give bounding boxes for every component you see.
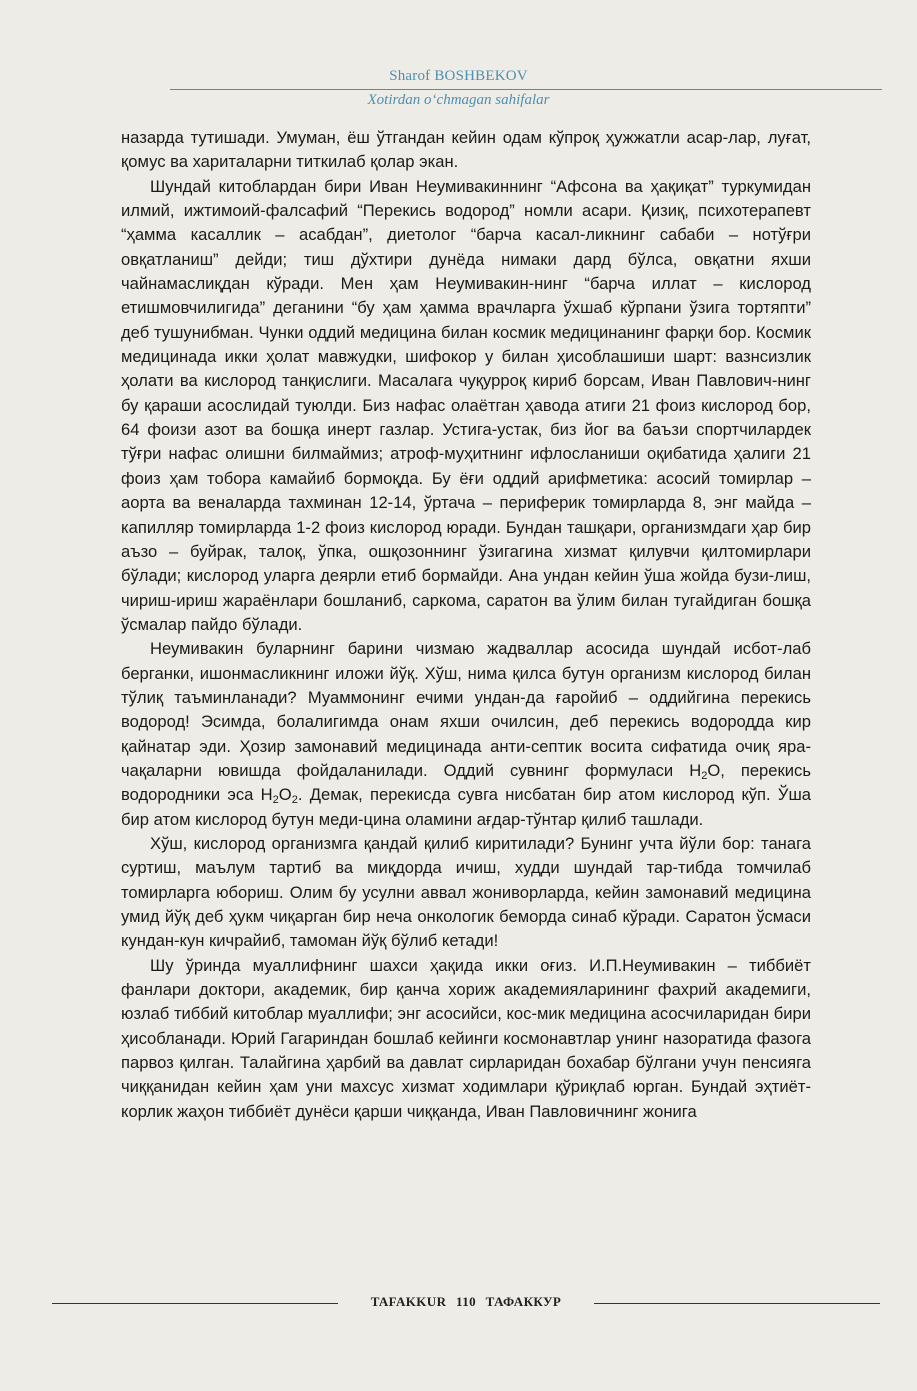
header-rule bbox=[170, 89, 882, 90]
paragraph-3-text-c: О bbox=[278, 785, 292, 805]
subscript: 2 bbox=[291, 794, 298, 807]
paragraph-2: Шундай китоблардан бири Иван Неумивакиннинг “Афсона ва ҳақиқат” туркумидан илмий, ижтимоий-фалсафий “Перекись водород” номли асари. Қизиқ, психотерапевт “ҳамма касаллик – асабдан”, диетолог “барча касал-ликнинг сабаби – нотўғри овқатланиш” дейди; тиш дўхтири дунёда нимаки дард бўлса, овқатни яхши чайнамаслиқдан кўради. Мен ҳам Неумивакин-нинг “барча иллат – кислород етишмовчилигида” деганини “бу ҳам ҳамма врачларга ўхшаб кўрпани ўзига тортяпти” деб тушунибман. Чунки оддий медицина билан космик медицинанинг фарқи бор. Космик медицинада икки ҳолат мавжудки, шифокор у билан ҳисоблашиши шарт: вазнсизлик ҳолати ва кислород танқислиги. Масалага чуқурроқ кириб борсам, Иван Павлович-нинг бу қараши асослидай туюлди. Биз нафас олаётган ҳавода атиги 21 фоиз кислород бор, 64 фоизи азот ва бошқа инерт газлар. Устига-устак, биз йог ва баъзи спортчилардек тўғри нафас олишни билмаймиз; атроф-муҳитнинг ифлосланиши оқибатида ҳалиги 21 фоиз ҳам тобора камайиб бормоқда. Бу ёғи оддий арифметика: асосий томирлар – аорта ва веналарда тахминан 12-14, ўртача – периферик томирларда 8, энг майда – капилляр томирларда 1-2 фоиз кислород юради. Бундан ташқари, организмдаги ҳар бир аъзо – буйрак, талоқ, ўпка, ошқозоннинг ўзигагина хизмат қилувчи қилтомирлари бўлади; кислород уларга деярли етиб бормайди. Ана ундан кейин ўша жойда бузи-лиш, чириш-ириш жараёнлари бошланиб, саркома, саратон ва ўлим билан тугайдиган бошқа ўсмалар пайдо бўлади. bbox=[121, 176, 811, 634]
header-subtitle: Xotirdan o‘chmagan sahifalar bbox=[367, 92, 550, 108]
subscript: 2 bbox=[272, 794, 279, 807]
paragraph-3-text-b: О, перекись водородники эса Н bbox=[121, 760, 811, 805]
paragraph-3-text-a: Неумивакин буларнинг барини чизмаю жадваллар асосида шундай исбот-лаб берганки, ишонмасликнинг иложи йўқ. Хўш, нима қилса бутун организм кислород билан тўлиқ таъминланади? Муаммонинг ечими ундан-да ғаройиб – оддийгина перекись водород! Эсимда, болалигимда онам яхши очилсин, деб перекись водородда кир қайнатар эди. Ҳозир замонавий медицинада анти-септик восита сифатида очиқ яра-чақаларни ювишда фойдаланилади. Оддий сувнинг формуласи Н bbox=[121, 639, 811, 780]
footer-rule-left bbox=[52, 1303, 338, 1304]
paragraph-5: Шу ўринда муаллифнинг шахси ҳақида икки оғиз. И.П.Неумивакин – тиббиёт фанлари доктори, академик, бир қанча хориж академияларининг фахрий академиги, юзлаб тиббий китоблар муаллифи; энг асосийси, кос-мик медицина асосчиларидан бири ҳисобланади. Юрий Гагариндан бошлаб кейинги космонавтлар унинг назоратида фазога парвоз қилган. Талайгина ҳарбий ва давлат сирларидан бохабар бўлгани учун пенсияга чиққанидан кейин ҳам уни махсус хизмат ходимлари қўриқлаб юрган. Бундай эҳтиёт-корлик жаҳон тиббиёт дунёси қарши чиққанда, Иван Павловичнинг жонига bbox=[121, 955, 811, 1121]
header-author: Sharof BOSHBEKOV bbox=[389, 68, 528, 84]
footer-rule-right bbox=[594, 1303, 880, 1304]
paragraph-3-text-d: . Демак, перекисда сувга нисбатан бир атом кислород кўп. Ўша бир атом кислород бутун меди-цина оламини ағдар-тўнтар қилиб ташлади. bbox=[121, 785, 811, 829]
subscript: 2 bbox=[701, 769, 708, 782]
paragraph-3 bbox=[121, 637, 811, 832]
article-body bbox=[121, 126, 811, 1124]
paragraph-4: Хўш, кислород организмга қандай қилиб киритилади? Бунинг учта йўли бор: танага суртиш, маълум тартиб ва миқдорда ичиш, худди шундай тар-тибда томчилаб томирларга юбориш. Олим бу усулни аввал жониворларда, кейин замонавий медицина умид йўқ деб ҳукм чиқарган бир неча онкологик беморда синаб кўради. Саратон ўсмаси кундан-кун кичрайиб, тамоман йўқ бўлиб кетади! bbox=[121, 833, 811, 951]
page-header bbox=[0, 62, 917, 118]
page-footer bbox=[0, 1292, 917, 1316]
footer-label: TAFAKKUR 110 ТАФАККУР bbox=[370, 1294, 562, 1309]
paragraph-1: назарда тутишади. Умуман, ёш ўтгандан кейин одам кўпроқ ҳужжатли асар-лар, луғат, қомус ва хариталарни титкилаб қолар экан. bbox=[121, 128, 811, 172]
